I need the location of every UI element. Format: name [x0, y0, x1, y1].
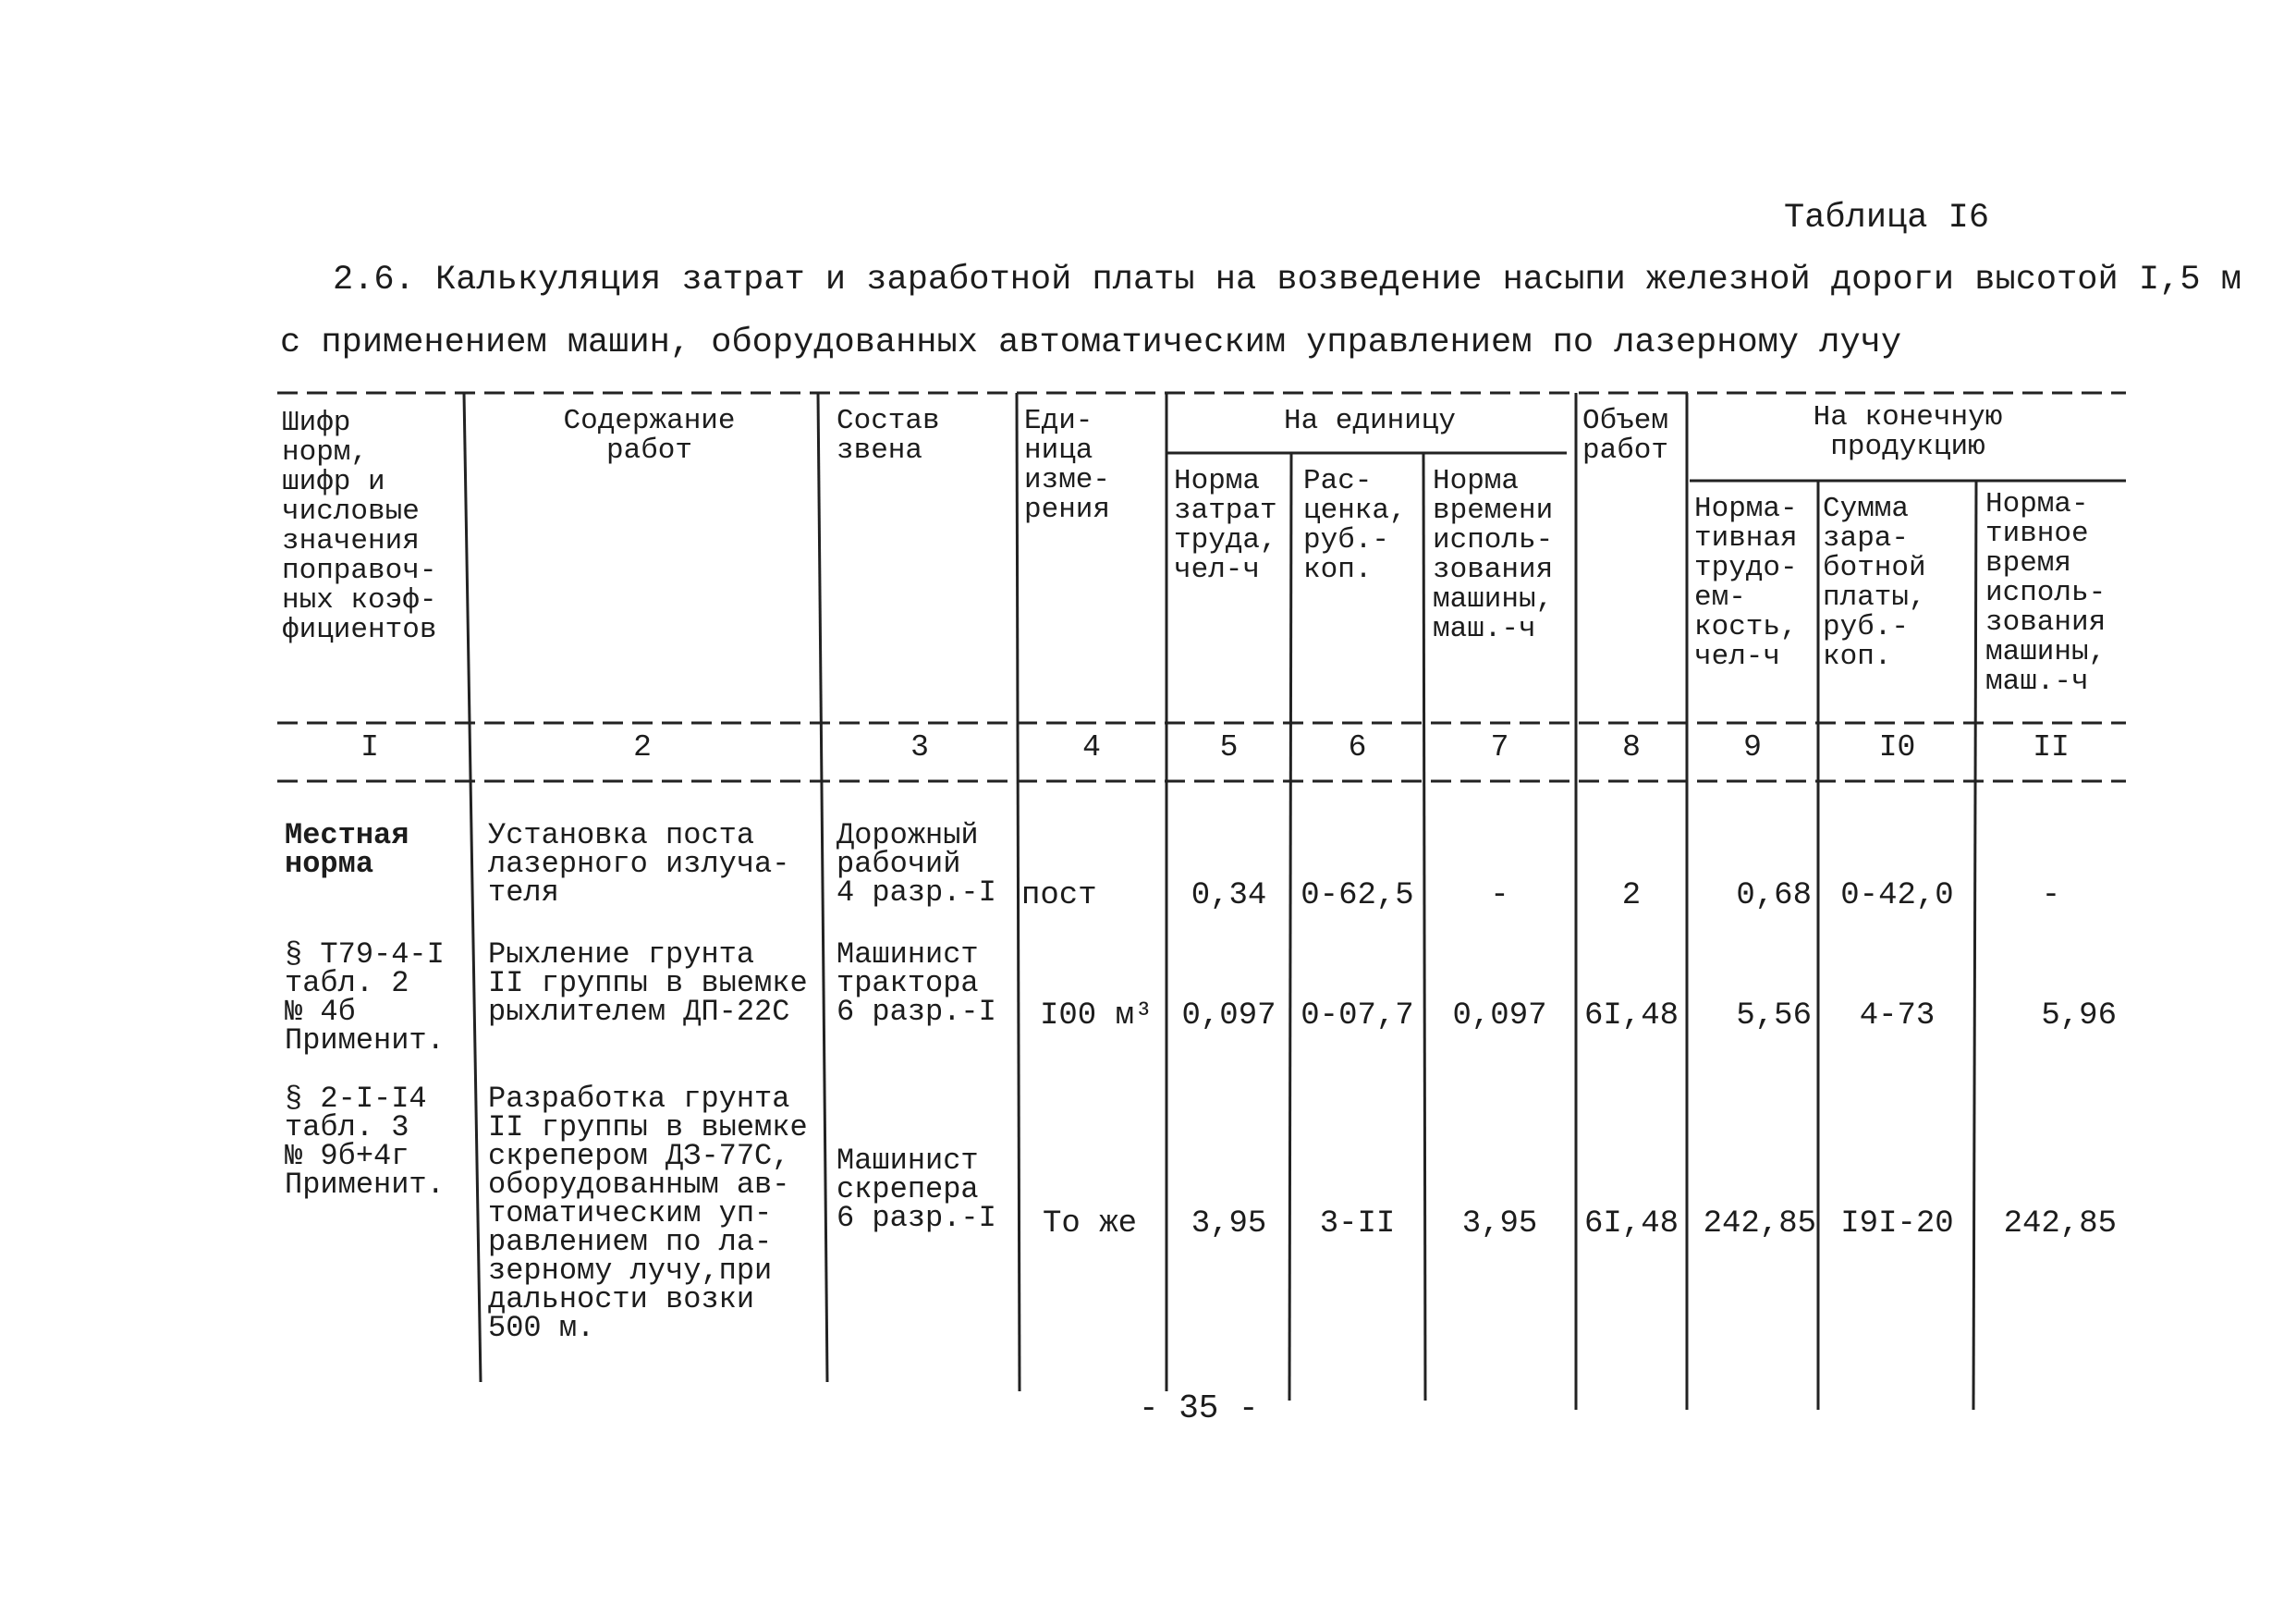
vline-10	[1973, 481, 1976, 1410]
column-number: II	[2033, 730, 2070, 765]
column-number: I0	[1878, 730, 1916, 765]
column-number: I	[360, 730, 379, 765]
column-number: 2	[633, 730, 652, 765]
column-number: 7	[1490, 730, 1509, 765]
row-unit: То же	[1043, 1206, 1138, 1242]
row-total-labor: 0,68	[1736, 878, 1812, 913]
vline-1	[464, 393, 481, 1382]
row-unit: I00 м³	[1040, 998, 1154, 1034]
header-work: Содержание работ	[563, 405, 736, 467]
row-work: Рыхление грунта II группы в выемке рыхлителем ДП-22С	[488, 937, 808, 1029]
header-code: Шифр норм, шифр и числовые значения поправоч- ных коэф- фициентов	[282, 407, 437, 646]
header-rate: Рас- ценка, руб.- коп.	[1303, 465, 1407, 586]
row-crew: Машинист трактора 6 разр.-I	[837, 937, 996, 1029]
column-number: 5	[1219, 730, 1239, 765]
header-crew: Состав звена	[837, 405, 940, 467]
column-number: 9	[1743, 730, 1762, 765]
row-unit: пост	[1021, 878, 1097, 913]
row-machine-time: -	[1490, 878, 1509, 913]
table-title-line-2: с применением машин, оборудованных автоматическим управлением по лазерному лучу	[280, 324, 1902, 362]
row-code: § 2-I-I4 табл. 3 № 9б+4г Применит.	[285, 1082, 445, 1202]
vline-3	[1017, 393, 1020, 1391]
page-number: - 35 -	[1139, 1389, 1259, 1427]
column-number: 6	[1348, 730, 1367, 765]
vline-2	[818, 393, 827, 1382]
header-total-wage: Сумма зара- ботной платы, руб.- коп.	[1823, 493, 1926, 673]
header-total-machine: Норма- тивное время исполь- зования машины, маш.-ч	[1985, 488, 2107, 698]
column-number: 8	[1622, 730, 1641, 765]
row-labor: 0,097	[1181, 998, 1276, 1034]
row-total-wage: 0-42,0	[1840, 878, 1954, 913]
vline-5	[1289, 453, 1291, 1401]
row-total-wage: 4-73	[1859, 998, 1936, 1034]
row-total-machine: -	[2041, 878, 2061, 913]
header-machine-time: Норма времени исполь- зования машины, маш.-ч	[1433, 465, 1554, 645]
row-rate: 3-II	[1319, 1206, 1396, 1242]
row-volume: 6I,48	[1583, 998, 1679, 1034]
vline-6	[1423, 453, 1425, 1401]
table-title-line-1: 2.6. Калькуляция затрат и заработной платы на возведение насыпи железной дороги высотой I,5 м	[333, 261, 2241, 300]
row-machine-time: 0,097	[1452, 998, 1547, 1034]
row-labor: 3,95	[1191, 1206, 1267, 1242]
row-volume: 6I,48	[1583, 1206, 1679, 1242]
header-total-labor: Норма- тивная трудо- ем- кость, чел-ч	[1694, 493, 1798, 673]
column-number: 3	[910, 730, 929, 765]
header-final-product: На конечную продукцию	[1813, 401, 2003, 463]
row-volume: 2	[1621, 878, 1642, 913]
row-work: Установка поста лазерного излуча- теля	[488, 818, 790, 910]
row-total-wage: I9I-20	[1840, 1206, 1954, 1242]
row-work: Разработка грунта II группы в выемке скрепером ДЗ-77С, оборудованным ав- томатическим уп- равлением по ла- зерному лучу,при дальности возки 500 м.	[488, 1082, 808, 1345]
row-crew: Дорожный рабочий 4 разр.-I	[837, 818, 996, 910]
row-crew: Машинист скрепера 6 разр.-I	[837, 1144, 996, 1235]
row-rate: 0-62,5	[1301, 878, 1414, 913]
header-volume: Объем работ	[1582, 405, 1669, 467]
row-machine-time: 3,95	[1461, 1206, 1538, 1242]
row-code: Местная норма	[285, 818, 409, 881]
row-total-labor: 242,85	[1703, 1206, 1816, 1242]
column-number: 4	[1082, 730, 1101, 765]
table-label: Таблица I6	[1784, 199, 1990, 238]
header-per-unit: На единицу	[1283, 405, 1457, 437]
row-labor: 0,34	[1191, 878, 1267, 913]
row-total-machine: 5,96	[2041, 998, 2117, 1034]
row-code: § Т79-4-I табл. 2 № 4б Применит.	[285, 937, 445, 1058]
row-rate: 0-07,7	[1301, 998, 1414, 1034]
header-labor: Норма затрат труда, чел-ч	[1174, 465, 1277, 586]
header-unit: Еди- ница изме- рения	[1024, 405, 1111, 526]
row-total-labor: 5,56	[1736, 998, 1812, 1034]
row-total-machine: 242,85	[2003, 1206, 2117, 1242]
